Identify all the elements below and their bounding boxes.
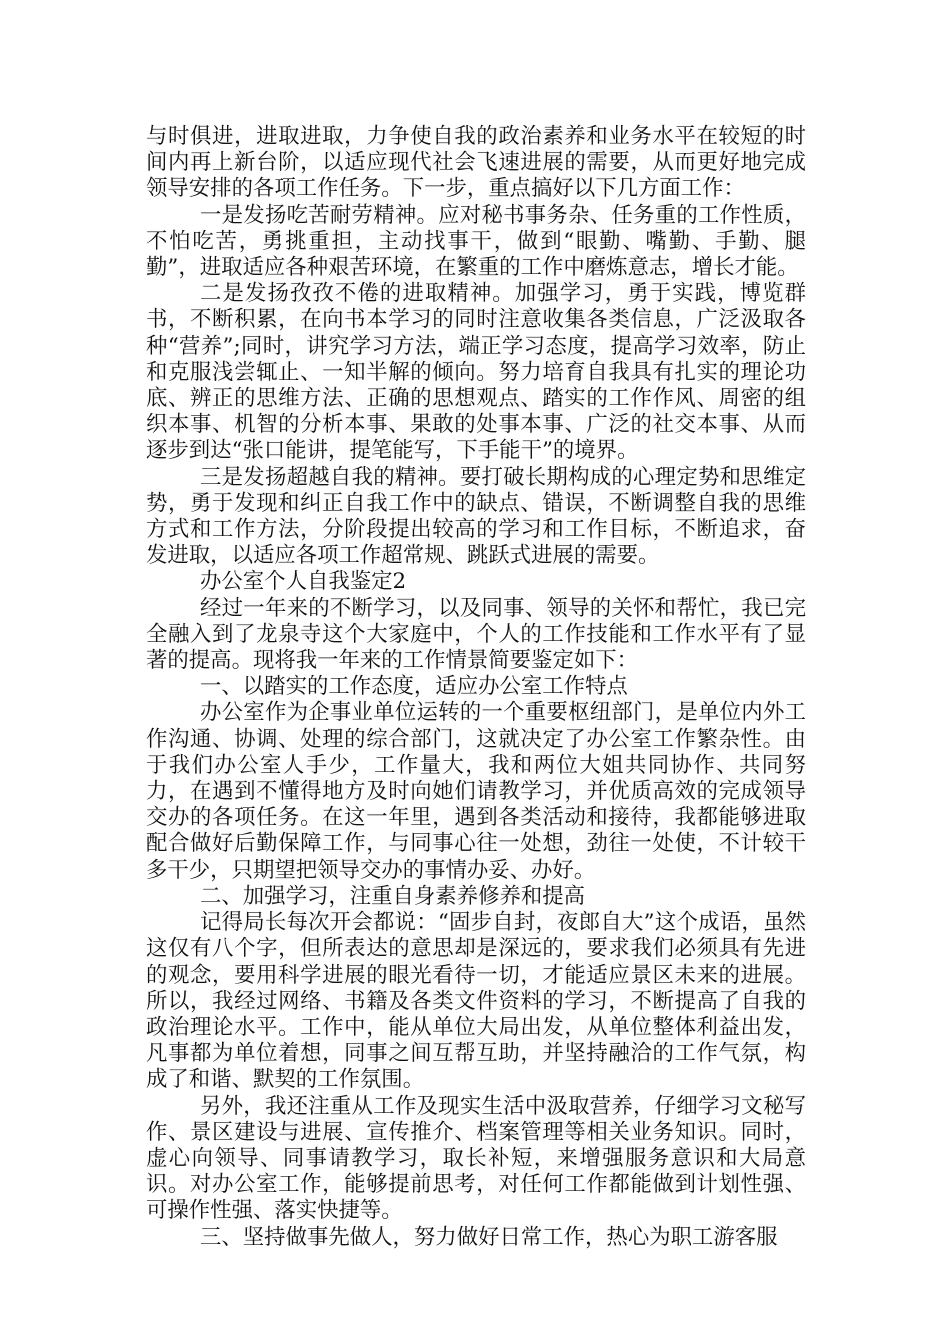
paragraph-7: 记得局长每次开会都说：“固步自封，夜郎自大”这个成语，虽然这仅有八个字，但所表达的意思却是深远的，要求我们必须具有先进的观念，要用科学进展的眼光看待一切，才能适应景区未来的进展。所以，我经过网络、书籍及各类文件资料的学习，不断提高了自我的政治理论水平。工作中，能从单位大局出发，从单位整体利益出发，凡事都为单位着想，同事之间互帮互助，并坚持融洽的工作气氛，构成了和谐、默契的工作氛围。	[146, 910, 806, 1093]
subheading-1: 一、以踏实的工作态度，适应办公室工作特点	[200, 674, 628, 700]
paragraph-2: 一是发扬吃苦耐劳精神。应对秘书事务杂、任务重的工作性质，不怕吃苦，勇挑重担，主动找事干，做到“眼勤、嘴勤、手勤、腿勤”，进取适应各种艰苦环境，在繁重的工作中磨炼意志，增长才能。	[146, 202, 806, 281]
paragraph-4: 三是发扬超越自我的精神。要打破长期构成的心理定势和思维定势，勇于发现和纠正自我工作中的缺点、错误，不断调整自我的思维方式和工作方法，分阶段提出较高的学习和工作目标，不断追求，奋发进取，以适应各项工作超常规、跳跃式进展的需要。	[146, 464, 806, 569]
paragraph-6: 办公室作为企事业单位运转的一个重要枢纽部门，是单位内外工作沟通、协调、处理的综合部门，这就决定了办公室工作繁杂性。由于我们办公室人手少，工作量大，我和两位大姐共同协作、共同努力，在遇到不懂得地方及时向她们请教学习，并优质高效的完成领导交办的各项任务。在这一年里，遇到各类活动和接待，我都能够进取配合做好后勤保障工作，与同事心往一处想，劲往一处使，不计较干多干少，只期望把领导交办的事情办妥、办好。	[146, 700, 806, 883]
paragraph-5: 经过一年来的不断学习，以及同事、领导的关怀和帮忙，我已完全融入到了龙泉寺这个大家庭中，个人的工作技能和工作水平有了显著的提高。现将我一年来的工作情景简要鉴定如下：	[146, 595, 806, 674]
document-page	[146, 124, 806, 1251]
subheading-3: 三、坚持做事先做人，努力做好日常工作，热心为职工游客服	[200, 1224, 778, 1250]
subheading-2: 二、加强学习，注重自身素养修养和提高	[200, 883, 586, 909]
paragraph-1: 与时俱进，进取进取，力争使自我的政治素养和业务水平在较短的时间内再上新台阶，以适应现代社会飞速进展的需要，从而更好地完成领导安排的各项工作任务。下一步，重点搞好以下几方面工作：	[146, 124, 806, 202]
paragraph-3: 二是发扬孜孜不倦的进取精神。加强学习，勇于实践，博览群书，不断积累，在向书本学习的同时注意收集各类信息，广泛汲取各种“营养”;同时，讲究学习方法，端正学习态度，提高学习效率，防止和克服浅尝辄止、一知半解的倾向。努力培育自我具有扎实的理论功底、辨正的思维方法、正确的思想观点、踏实的工作作风、周密的组织本事、机智的分析本事、果敢的处事本事、广泛的社交本事、从而逐步到达“张口能讲，提笔能写，下手能干”的境界。	[146, 281, 806, 464]
section-heading-2: 办公室个人自我鉴定2	[200, 569, 407, 595]
paragraph-8: 另外，我还注重从工作及现实生活中汲取营养，仔细学习文秘写作、景区建设与进展、宣传推介、档案管理等相关业务知识。同时，虚心向领导、同事请教学习，取长补短，来增强服务意识和大局意识。对办公室工作，能够提前思考，对任何工作都能做到计划性强、可操作性强、落实快捷等。	[146, 1093, 806, 1224]
